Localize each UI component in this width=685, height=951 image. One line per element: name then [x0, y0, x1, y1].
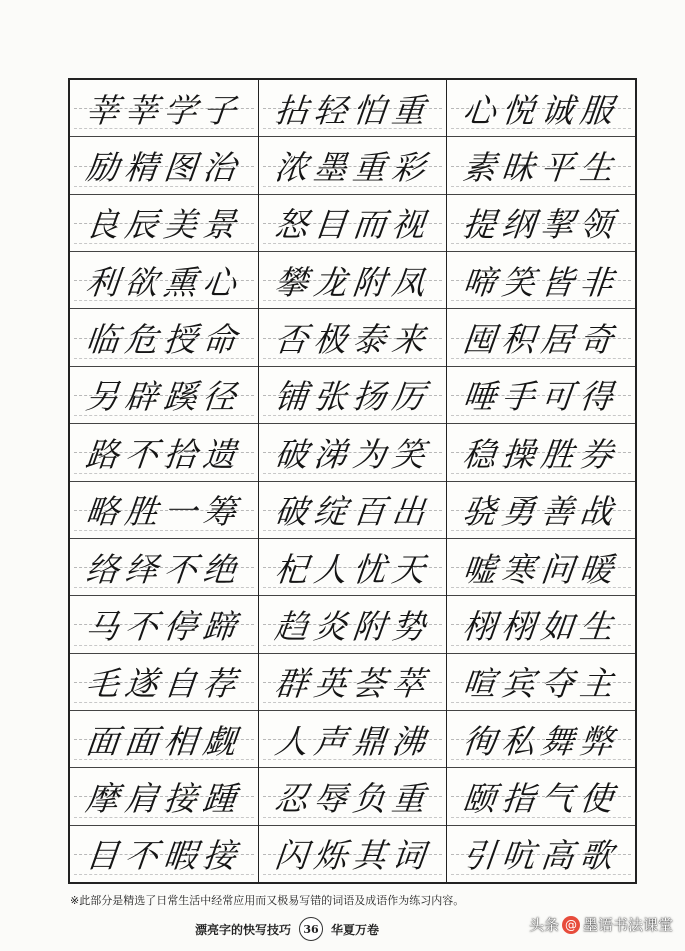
- phrase-text: 另辟蹊径: [83, 377, 244, 417]
- phrase-text: 临危授命: [83, 320, 244, 360]
- phrase-text: 摩肩接踵: [83, 778, 244, 818]
- grid-cell: [447, 538, 635, 595]
- phrase-text: 唾手可得: [460, 377, 622, 417]
- grid-cell: [70, 653, 258, 710]
- grid-cell: [70, 423, 258, 480]
- phrase-text: 利欲熏心: [83, 262, 244, 302]
- phrase-text: 颐指气使: [460, 778, 622, 818]
- grid-cell: [259, 653, 447, 710]
- grid-cell: [70, 767, 258, 824]
- grid-cell: [259, 194, 447, 251]
- phrase-text: 栩栩如生: [460, 606, 622, 646]
- grid-cell: [447, 767, 635, 824]
- grid-cell: [259, 710, 447, 767]
- grid-cell: [447, 423, 635, 480]
- phrase-text: 趋炎附势: [272, 606, 433, 646]
- phrase-text: 闪烁其词: [272, 836, 433, 876]
- grid-cell: [70, 308, 258, 365]
- grid-column-3: [446, 80, 635, 882]
- page-footer: [195, 917, 379, 941]
- phrase-text: 怒目而视: [272, 205, 433, 245]
- phrase-text: 喧宾夺主: [460, 664, 622, 704]
- grid-cell: [447, 251, 635, 308]
- phrase-text: 否极泰来: [272, 320, 433, 360]
- phrase-text: 莘莘学子: [83, 90, 244, 130]
- grid-cell: [447, 308, 635, 365]
- phrase-text: 良辰美景: [83, 205, 244, 245]
- grid-cell: [70, 366, 258, 423]
- watermark: [529, 914, 673, 935]
- grid-column-2: [258, 80, 447, 882]
- watermark-account: 墨语书法课堂: [582, 916, 673, 934]
- grid-cell: [70, 481, 258, 538]
- phrase-text: 徇私舞弊: [460, 721, 622, 761]
- grid-cell: [447, 595, 635, 652]
- phrase-text: 破绽百出: [272, 492, 433, 532]
- phrase-text: 提纲挈领: [460, 205, 622, 245]
- phrase-text: 铺张扬厉: [272, 377, 433, 417]
- grid-cell: [70, 80, 258, 136]
- grid-cell: [70, 710, 258, 767]
- phrase-text: 攀龙附凤: [272, 262, 433, 302]
- grid-cell: [447, 80, 635, 136]
- phrase-text: 稳操胜券: [460, 434, 622, 474]
- phrase-text: 励精图治: [83, 148, 244, 188]
- phrase-text: 面面相觑: [83, 721, 244, 761]
- phrase-text: 嘘寒问暖: [460, 549, 622, 589]
- grid-cell: [259, 595, 447, 652]
- grid-cell: [259, 767, 447, 824]
- phrase-text: 群英荟萃: [272, 664, 433, 704]
- phrase-text: 素昧平生: [460, 148, 622, 188]
- grid-cell: [70, 538, 258, 595]
- grid-cell: [447, 653, 635, 710]
- page-number: 36: [299, 917, 323, 941]
- phrase-text: 目不暇接: [83, 836, 244, 876]
- grid-cell: [259, 136, 447, 193]
- grid-cell: [70, 194, 258, 251]
- grid-cell: [70, 251, 258, 308]
- grid-cell: [259, 366, 447, 423]
- phrase-text: 拈轻怕重: [272, 90, 433, 130]
- practice-note: ※此部分是精选了日常生活中经常应用而又极易写错的词语及成语作为练习内容。: [70, 894, 465, 907]
- grid-cell: [447, 194, 635, 251]
- grid-cell: [259, 423, 447, 480]
- grid-cell: [70, 136, 258, 193]
- phrase-text: 啼笑皆非: [460, 262, 622, 302]
- phrase-text: 引吭高歌: [460, 836, 622, 876]
- phrase-text: 杞人忧天: [272, 549, 433, 589]
- phrase-text: 略胜一筹: [83, 492, 244, 532]
- grid-cell: [259, 825, 447, 882]
- grid-cell: [447, 136, 635, 193]
- publisher-name: 华夏万卷: [331, 922, 380, 937]
- grid-cell: [447, 825, 635, 882]
- grid-cell: [70, 825, 258, 882]
- book-title: 漂亮字的快写技巧: [195, 922, 292, 937]
- phrase-text: 囤积居奇: [460, 320, 622, 360]
- grid-cell: [447, 366, 635, 423]
- phrase-text: 马不停蹄: [83, 606, 244, 646]
- phrase-text: 路不拾遗: [83, 434, 244, 474]
- grid-cell: [447, 481, 635, 538]
- phrase-text: 忍辱负重: [272, 778, 433, 818]
- at-icon: @: [562, 916, 580, 934]
- phrase-text: 骁勇善战: [460, 492, 622, 532]
- grid-cell: [259, 308, 447, 365]
- grid-column-1: [70, 80, 258, 882]
- phrase-text: 心悦诚服: [460, 90, 622, 130]
- phrase-text: 浓墨重彩: [272, 148, 433, 188]
- grid-cell: [70, 595, 258, 652]
- grid-cell: [259, 251, 447, 308]
- phrase-text: 络绎不绝: [83, 549, 244, 589]
- watermark-prefix: 头条: [528, 916, 559, 934]
- practice-grid: [68, 78, 637, 884]
- grid-cell: [259, 80, 447, 136]
- grid-cell: [259, 481, 447, 538]
- grid-cell: [447, 710, 635, 767]
- grid-cell: [259, 538, 447, 595]
- phrase-text: 破涕为笑: [272, 434, 433, 474]
- phrase-text: 毛遂自荐: [83, 664, 244, 704]
- phrase-text: 人声鼎沸: [272, 721, 433, 761]
